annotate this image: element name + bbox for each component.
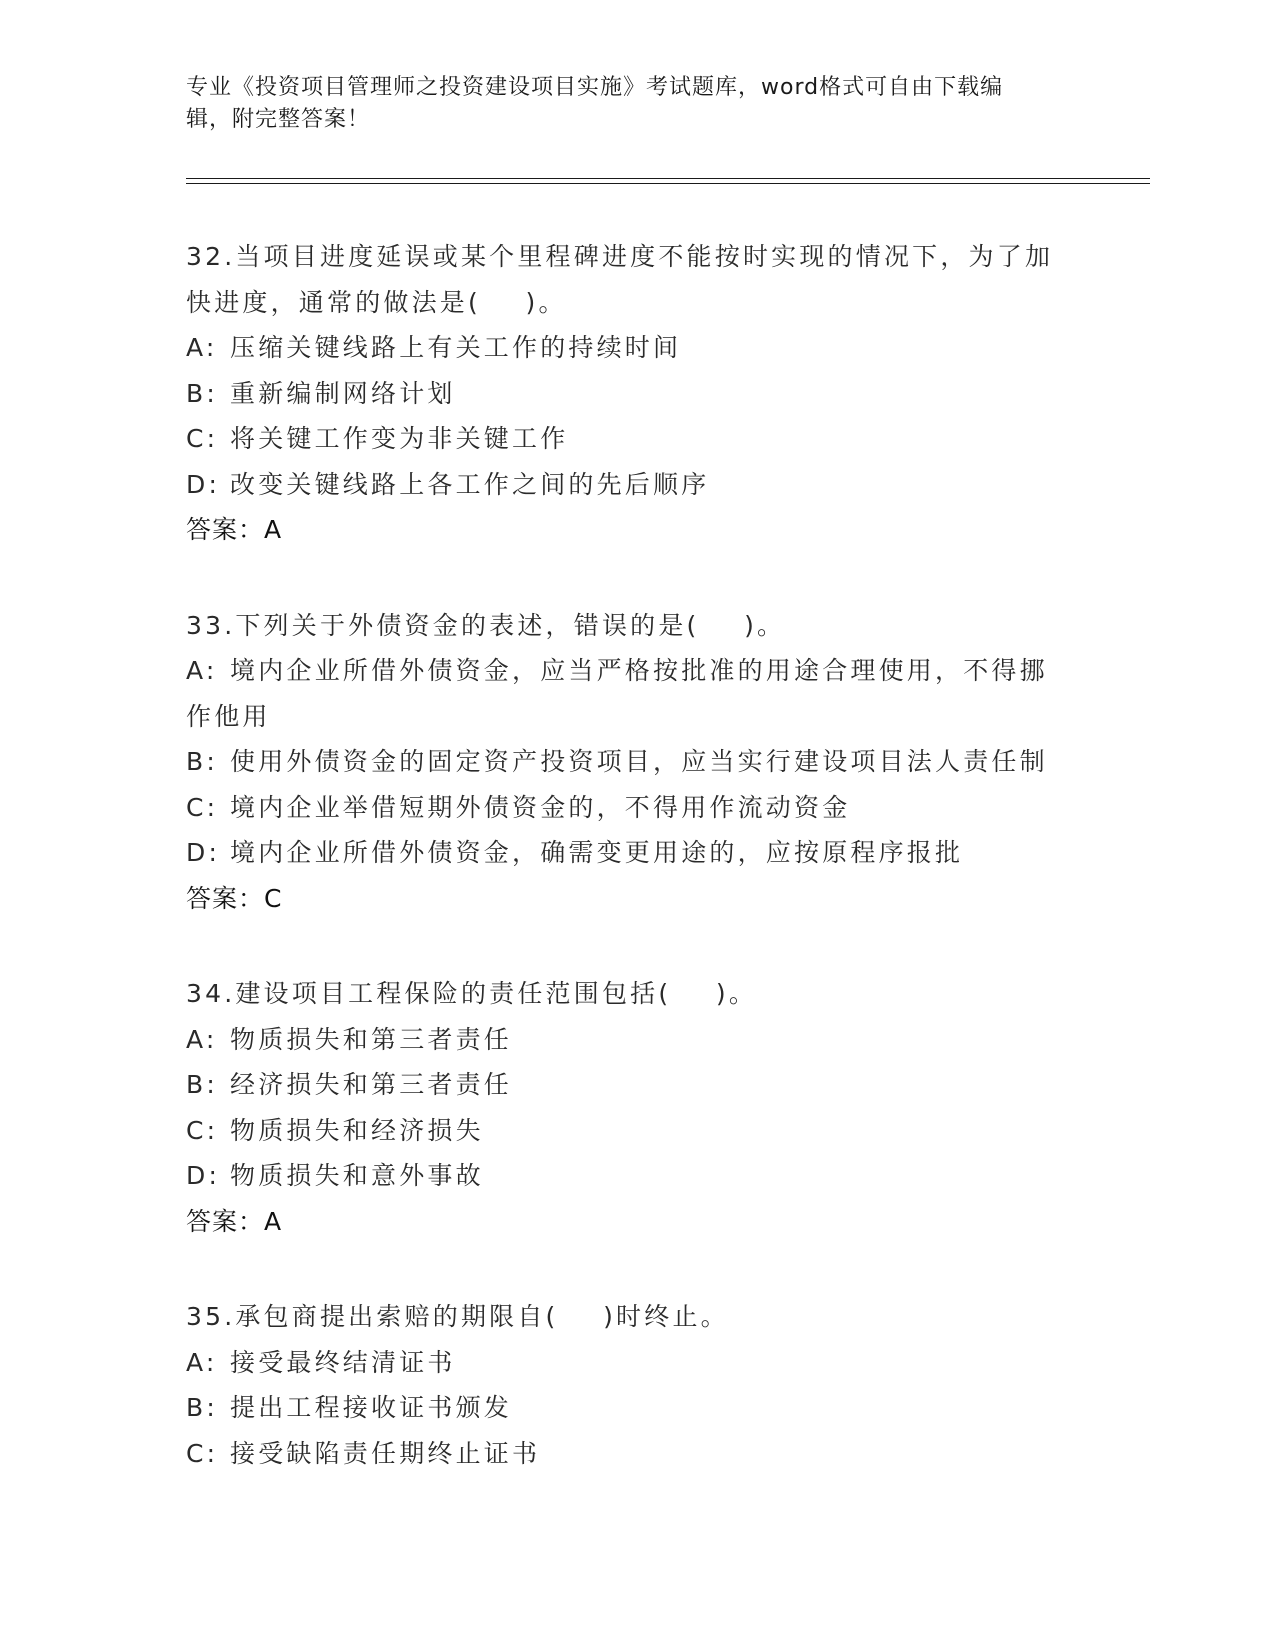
option-line — [186, 1062, 1086, 1108]
option-text: 将关键工作变为非关键工作 — [230, 424, 569, 453]
option-text: 境内企业所借外债资金，应当严格按批准的用途合理使用，不得挪 — [230, 656, 1048, 685]
question-item — [186, 234, 1086, 553]
option-text: 经济损失和第三者责任 — [230, 1070, 513, 1099]
header-line-1: 专业《投资项目管理师之投资建设项目实施》考试题库，word格式可自由下载编 — [186, 75, 1004, 100]
option-label: B: — [186, 1070, 218, 1099]
option-label: B: — [186, 378, 218, 408]
option-line — [186, 830, 1086, 876]
question-item — [186, 603, 1086, 922]
option-label: A: — [186, 1024, 218, 1054]
option-line — [186, 1153, 1086, 1199]
option-text: 境内企业所借外债资金，确需变更用途的，应按原程序报批 — [230, 838, 964, 867]
option-text: 使用外债资金的固定资产投资项目，应当实行建设项目法人责任制 — [230, 747, 1048, 776]
option-line: 作他用 — [186, 701, 271, 731]
option-line — [186, 325, 1086, 371]
option-text: 物质损失和意外事故 — [230, 1161, 484, 1190]
option-label: D: — [186, 469, 221, 499]
option-text: 物质损失和第三者责任 — [230, 1024, 513, 1054]
answer-line: 答案：C — [186, 883, 283, 913]
option-line — [186, 1431, 1086, 1477]
option-text: 接受最终结清证书 — [230, 1347, 456, 1377]
option-label: D: — [186, 1161, 221, 1190]
option-line — [186, 1108, 1086, 1154]
option-text: 提出工程接收证书颁发 — [230, 1393, 513, 1422]
answer-line: 答案：A — [186, 1206, 283, 1236]
option-label: A: — [186, 656, 218, 685]
option-label: B: — [186, 1393, 218, 1422]
option-line — [186, 371, 1086, 417]
option-text: 境内企业举借短期外债资金的，不得用作流动资金 — [230, 792, 851, 822]
question-stem-line: 32.当项目进度延误或某个里程碑进度不能按时实现的情况下，为了加 — [186, 242, 1054, 271]
question-item — [186, 1294, 1086, 1476]
option-text: 压缩关键线路上有关工作的持续时间 — [230, 333, 682, 362]
document-header — [186, 72, 1066, 136]
option-label: C: — [186, 1115, 219, 1145]
option-line — [186, 1340, 1086, 1386]
header-divider-bottom — [186, 183, 1150, 184]
option-label: D: — [186, 838, 221, 867]
option-line — [186, 1017, 1086, 1063]
option-line — [186, 416, 1086, 462]
option-text: 物质损失和经济损失 — [230, 1115, 484, 1145]
question-stem-line: 快进度，通常的做法是( )。 — [186, 287, 567, 317]
answer-line: 答案：A — [186, 515, 283, 544]
option-text: 重新编制网络计划 — [230, 378, 456, 408]
header-divider-top — [186, 178, 1150, 179]
option-text: 接受缺陷责任期终止证书 — [230, 1438, 541, 1468]
option-label: A: — [186, 1347, 218, 1377]
option-line — [186, 648, 1086, 694]
option-label: B: — [186, 747, 218, 776]
question-stem-line: 34.建设项目工程保险的责任范围包括( )。 — [186, 979, 758, 1008]
option-line — [186, 785, 1086, 831]
option-label: A: — [186, 333, 218, 362]
option-label: C: — [186, 1438, 219, 1468]
question-item — [186, 971, 1086, 1244]
option-line — [186, 739, 1086, 785]
option-label: C: — [186, 424, 219, 453]
question-stem-line: 35.承包商提出索赔的期限自( )时终止。 — [186, 1302, 729, 1331]
question-list — [186, 234, 1086, 1526]
option-label: C: — [186, 792, 219, 822]
option-line — [186, 1385, 1086, 1431]
option-line — [186, 462, 1086, 508]
option-text: 改变关键线路上各工作之间的先后顺序 — [230, 469, 710, 499]
question-stem-line: 33.下列关于外债资金的表述，错误的是( )。 — [186, 610, 786, 640]
header-line-2: 辑，附完整答案！ — [186, 107, 371, 132]
